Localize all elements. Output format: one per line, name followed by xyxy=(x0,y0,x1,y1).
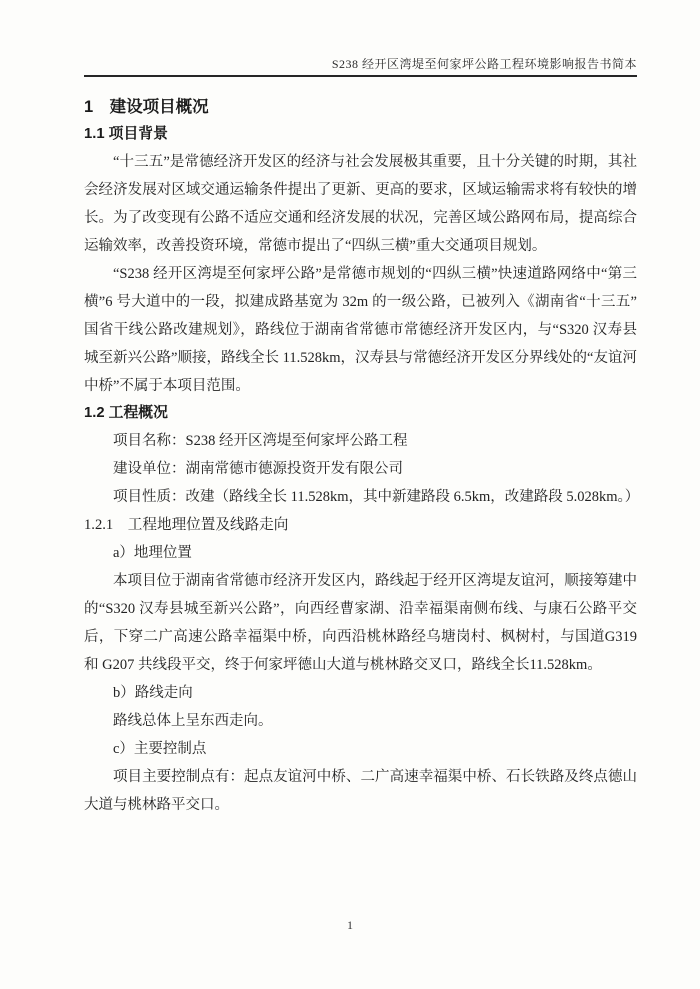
page-header xyxy=(84,56,637,77)
header-rule xyxy=(84,75,637,77)
page-number: 1 xyxy=(347,918,353,932)
paragraph-item-b-label: b）路线走向 xyxy=(113,685,193,701)
document-body xyxy=(84,90,640,819)
paragraph-construction-unit: 建设单位：湖南常德市德源投资开发有限公司 xyxy=(113,461,403,477)
paragraph-project-name: 项目名称：S238 经开区湾堤至何家坪公路工程 xyxy=(113,433,408,449)
section-heading-1-2-1: 1.2.1 工程地理位置及线路走向 xyxy=(84,517,289,533)
section-heading-1-2: 1.2 工程概况 xyxy=(84,405,168,421)
paragraph-project-nature: 项目性质：改建（路线全长 11.528km，其中新建路段 6.5km，改建路段 5.028km。） xyxy=(113,489,640,505)
page-footer xyxy=(0,916,700,934)
section-heading-1-1: 1.1 项目背景 xyxy=(84,126,168,142)
paragraph-item-a-label: a）地理位置 xyxy=(113,545,192,561)
paragraph-control-points: 项目主要控制点有：起点友谊河中桥、二广高速幸福渠中桥、石长铁路及终点德山大道与桃林路平交口。 xyxy=(84,769,637,813)
paragraph-route-direction: 路线总体上呈东西走向。 xyxy=(113,713,273,729)
paragraph-background-2: “S238 经开区湾堤至何家坪公路”是常德市规划的“四纵三横”快速道路网络中“第三横”6 号大道中的一段，拟建成路基宽为 32m 的一级公路，已被列入《湖南省“十三五”国省干线公路改建规划》，路线位于湖南省常德市常德经济开发区内，与“S320 汉寿县城至新兴公路”顺接，路线全长 11.528km，汉寿县与常德经济开发区分界线处的“友谊河中桥”不属于本项目范围。 xyxy=(84,266,637,394)
header-title: S238 经开区湾堤至何家坪公路工程环境影响报告书简本 xyxy=(331,57,637,71)
section-heading-1: 1 建设项目概况 xyxy=(84,98,209,116)
paragraph-background-1: “十三五”是常德经济开发区的经济与社会发展极其重要，且十分关键的时期，其社会经济发展对区域交通运输条件提出了更新、更高的要求，区域运输需求将有较快的增长。为了改变现有公路不适应交通和经济发展的状况，完善区域公路网布局，提高综合运输效率，改善投资环境，常德市提出了“四纵三横”重大交通项目规划。 xyxy=(84,154,637,254)
paragraph-geographic-location: 本项目位于湖南省常德市经济开发区内，路线起于经开区湾堤友谊河，顺接筹建中的“S320 汉寿县城至新兴公路”，向西经曹家湖、沿幸福渠南侧布线、与康石公路平交后，下穿二广高速公路幸福渠中桥，向西沿桃林路经乌塘岗村、枫树村，与国道G319 和 G207 共线段平交，终于何家坪德山大道与桃林路交叉口，路线全长11.528km。 xyxy=(84,573,637,673)
paragraph-item-c-label: c）主要控制点 xyxy=(113,741,207,757)
